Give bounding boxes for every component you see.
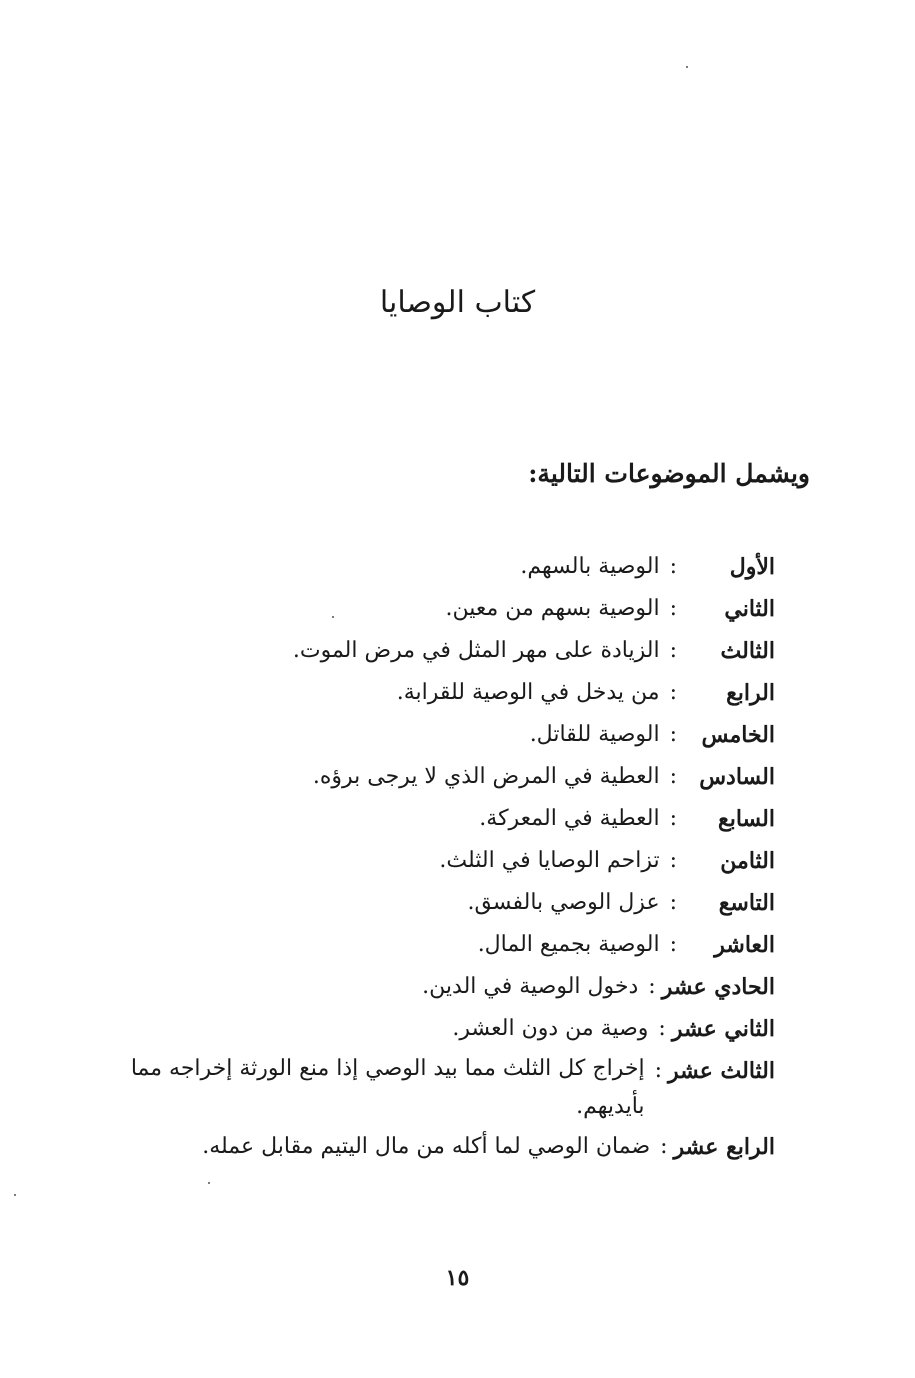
topic-separator: :	[669, 932, 677, 957]
topic-item-14	[95, 1126, 775, 1168]
topic-separator: :	[669, 554, 677, 579]
topic-item-2	[95, 588, 775, 630]
topic-text: الوصية بجميع المال.	[477, 932, 660, 957]
topic-label: الثالث	[720, 638, 775, 664]
topic-text: من يدخل في الوصية للقرابة.	[396, 680, 660, 705]
topic-separator: :	[648, 974, 656, 999]
topic-label: السادس	[699, 764, 775, 790]
topic-item-3	[95, 630, 775, 672]
topic-separator: :	[669, 764, 677, 789]
topic-item-13	[95, 1050, 775, 1126]
topic-text: إخراج كل الثلث مما بيد الوصي إذا منع الورثة إخراجه مما بأيديهم.	[130, 1056, 645, 1119]
topic-label: الثامن	[720, 848, 775, 874]
topic-separator: :	[660, 1134, 668, 1159]
scan-speck	[686, 66, 688, 68]
topic-label: الأول	[729, 554, 775, 580]
topic-text: العطية في المرض الذي لا يرجى برؤه.	[312, 764, 660, 789]
topic-text: دخول الوصية في الدين.	[422, 974, 639, 999]
topics-list	[95, 546, 775, 1168]
topic-separator: :	[669, 806, 677, 831]
topic-label: الرابع	[726, 680, 775, 706]
topic-separator: :	[669, 680, 677, 705]
topic-text: الوصية بالسهم.	[520, 554, 660, 579]
topic-label: الثالث عشر	[667, 1058, 775, 1084]
topic-item-4	[95, 672, 775, 714]
topic-label: التاسع	[718, 890, 775, 916]
topic-text: عزل الوصي بالفسق.	[467, 890, 660, 915]
topic-item-6	[95, 756, 775, 798]
topic-text: الزيادة على مهر المثل في مرض الموت.	[292, 638, 660, 663]
topic-item-8	[95, 840, 775, 882]
topics-intro: ويشمل الموضوعات التالية:	[528, 459, 810, 488]
topic-label: السابع	[718, 806, 775, 832]
topic-text: وصية من دون العشر.	[452, 1016, 649, 1041]
topic-label: الثاني	[724, 596, 775, 622]
topic-text: الوصية بسهم من معين.	[445, 596, 660, 621]
topic-item-9	[95, 882, 775, 924]
topic-label: العاشر	[714, 932, 775, 958]
topic-label: الخامس	[701, 722, 775, 748]
topic-item-1	[95, 546, 775, 588]
topic-item-7	[95, 798, 775, 840]
topic-label: الثاني عشر	[671, 1016, 775, 1042]
topic-separator: :	[669, 848, 677, 873]
topic-label: الحادي عشر	[661, 974, 775, 1000]
topic-separator: :	[669, 722, 677, 747]
topic-label: الرابع عشر	[673, 1134, 775, 1160]
topic-text: العطية في المعركة.	[479, 806, 660, 831]
scan-speck	[332, 616, 334, 618]
topic-separator: :	[669, 638, 677, 663]
topic-separator: :	[669, 596, 677, 621]
topic-item-12	[95, 1008, 775, 1050]
topic-text: الوصية للقاتل.	[529, 722, 660, 747]
scan-speck	[208, 1182, 210, 1184]
topic-separator: :	[654, 1058, 662, 1083]
topic-item-11	[95, 966, 775, 1008]
topic-text: ضمان الوصي لما أكله من مال اليتيم مقابل عمله.	[202, 1134, 651, 1159]
page-number: ١٥	[445, 1265, 470, 1291]
topic-separator: :	[658, 1016, 666, 1041]
book-title: كتاب الوصايا	[379, 285, 536, 320]
topic-text: تزاحم الوصايا في الثلث.	[439, 848, 660, 873]
topic-item-5	[95, 714, 775, 756]
topic-item-10	[95, 924, 775, 966]
scan-speck	[14, 1194, 16, 1196]
topic-separator: :	[669, 890, 677, 915]
